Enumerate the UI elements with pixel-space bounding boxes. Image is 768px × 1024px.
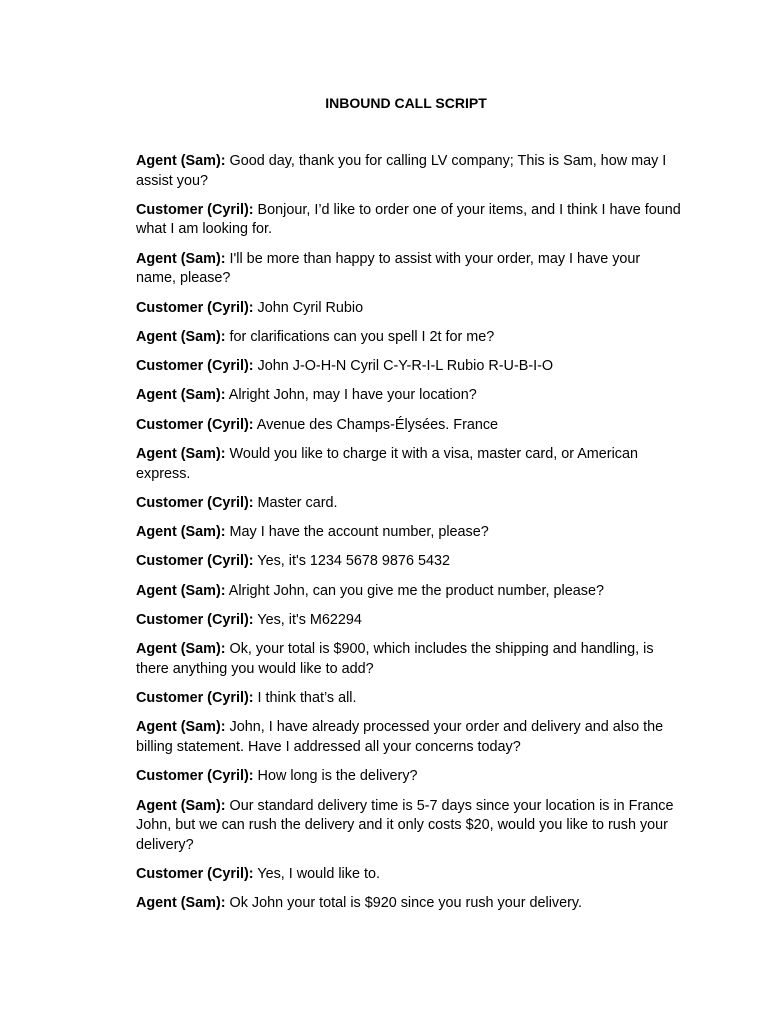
utterance-text: John J-O-H-N Cyril C-Y-R-I-L Rubio R-U-B-I-O [257,358,554,375]
dialogue-line [136,582,682,602]
utterance-text: Would you like to charge it with a visa, master card, or American express. [136,446,638,482]
speaker-label: Agent (Sam): [136,524,226,541]
speaker-label: Agent (Sam): [136,797,226,814]
dialogue-line [136,494,682,514]
speaker-label: Agent (Sam): [136,250,226,267]
utterance-text: Good day, thank you for calling LV company; This is Sam, how may I assist you? [136,153,667,189]
dialogue-line [136,328,682,348]
dialogue-line [136,523,682,543]
speaker-label: Customer (Cyril): [136,201,254,218]
dialogue-line [136,386,682,406]
dialogue-line [136,640,682,679]
dialogue-line [136,767,682,787]
dialogue-line [136,299,682,319]
speaker-label: Agent (Sam): [136,895,226,912]
dialogue-line [136,865,682,885]
dialogue-line [136,201,682,240]
dialogue-line [136,416,682,436]
speaker-label: Customer (Cyril): [136,768,254,785]
dialogue-line [136,357,682,377]
utterance-text: Alright John, can you give me the product number, please? [228,582,604,599]
utterance-text: John, I have already processed your order and delivery and also the billing statement. Have I addressed all your concerns today? [136,719,664,756]
dialogue-line [136,445,682,484]
dialogue-line [136,718,682,757]
speaker-label: Customer (Cyril): [136,494,254,511]
speaker-label: Customer (Cyril): [136,553,254,570]
speaker-label: Customer (Cyril): [136,416,254,433]
utterance-text: Our standard delivery time is 5-7 days since your location is in France John, but we can rush the delivery and it only costs $20, would you like to rush your delivery? [136,797,674,853]
call-script [136,152,682,924]
speaker-label: Agent (Sam): [136,641,226,658]
utterance-text: Bonjour, I’d like to order one of your items, and I think I have found what I am looking for. [136,201,681,238]
utterance-text: I think that’s all. [257,690,357,707]
speaker-label: Agent (Sam): [136,153,226,169]
dialogue-line [136,552,682,572]
dialogue-line [136,611,682,631]
utterance-text: How long is the delivery? [257,768,418,785]
utterance-text: Alright John, may I have your location? [228,387,477,404]
utterance-text: Master card. [257,494,338,511]
document-title: INBOUND CALL SCRIPT [325,95,487,111]
dialogue-line [136,894,682,914]
utterance-text: Yes, it's M62294 [257,612,362,629]
utterance-text: Yes, I would like to. [257,866,380,883]
speaker-label: Customer (Cyril): [136,690,254,707]
speaker-label: Agent (Sam): [136,387,226,404]
utterance-text: Ok John your total is $920 since you rush your delivery. [229,895,583,912]
speaker-label: Customer (Cyril): [136,866,254,883]
dialogue-line [136,797,682,856]
speaker-label: Customer (Cyril): [136,299,254,316]
utterance-text: Ok, your total is $900, which includes the shipping and handling, is there anything you would like to add? [136,641,654,677]
dialogue-line [136,689,682,709]
speaker-label: Customer (Cyril): [136,358,254,375]
speaker-label: Agent (Sam): [136,582,226,599]
utterance-text: Yes, it's 1234 5678 9876 5432 [257,553,450,570]
utterance-text: for clarifications can you spell I 2t for me? [229,328,495,345]
speaker-label: Customer (Cyril): [136,612,254,629]
speaker-label: Agent (Sam): [136,719,226,736]
utterance-text: John Cyril Rubio [257,299,364,316]
dialogue-line [136,250,682,289]
dialogue-line [136,152,682,191]
utterance-text: I'll be more than happy to assist with your order, may I have your name, please? [136,250,641,287]
speaker-label: Agent (Sam): [136,446,226,463]
utterance-text: Avenue des Champs-Élysées. France [256,416,499,433]
speaker-label: Agent (Sam): [136,328,226,345]
utterance-text: May I have the account number, please? [229,524,489,541]
